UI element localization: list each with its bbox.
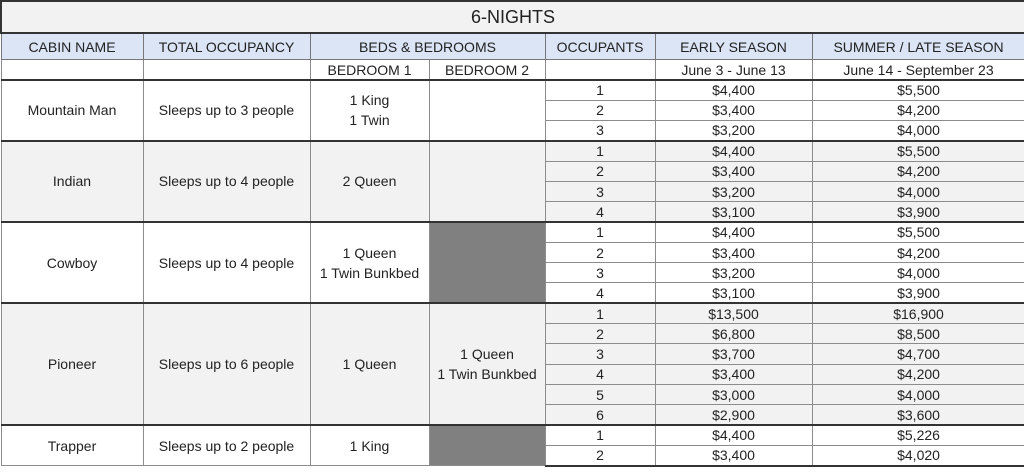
bed-line: 1 Twin Bunkbed [437,366,537,383]
cabin-occupancy: Sleeps up to 6 people [143,303,310,425]
summer-season-rate: $16,900 [812,303,1024,323]
cabin-bedroom2 [429,222,545,303]
subheader-bedroom2: BEDROOM 2 [429,60,545,81]
table-row [1,141,1024,161]
early-season-rate: $3,700 [655,344,812,364]
occupants-count: 2 [545,445,655,465]
summer-season-rate: $4,200 [812,364,1024,384]
bed-line: 1 King [349,437,390,454]
early-season-rate: $3,200 [655,181,812,201]
summer-season-rate: $3,900 [812,283,1024,303]
cabin-bedroom1 [310,303,429,425]
occupants-count: 2 [545,242,655,262]
summer-season-rate: $5,500 [812,141,1024,161]
early-season-rate: $6,800 [655,324,812,344]
occupants-count: 6 [545,405,655,425]
early-season-rate: $3,400 [655,161,812,181]
cabin-bedroom1 [310,80,429,141]
early-season-rate: $3,400 [655,364,812,384]
early-season-rate: $3,200 [655,263,812,283]
early-season-rate: $4,400 [655,222,812,242]
bed-line: 1 Queen [342,244,397,261]
cabin-bedroom1 [310,141,429,222]
header-summer-late-season: SUMMER / LATE SEASON [812,33,1024,60]
summer-season-rate: $4,020 [812,445,1024,465]
occupants-count: 5 [545,384,655,404]
occupants-count: 3 [545,344,655,364]
bed-line: 1 Twin Bunkbed [319,264,420,281]
early-season-rate: $4,400 [655,80,812,100]
occupants-count: 1 [545,141,655,161]
cabin-occupancy: Sleeps up to 3 people [143,80,310,141]
subheader-blank [143,60,310,81]
table-row [1,303,1024,323]
table-row [1,222,1024,242]
summer-season-rate: $5,500 [812,80,1024,100]
occupants-count: 4 [545,364,655,384]
header-occupants: OCCUPANTS [545,33,655,60]
rates-table-body [1,1,1024,466]
header-early-season: EARLY SEASON [655,33,812,60]
cabin-occupancy: Sleeps up to 2 people [143,425,310,466]
summer-season-rate: $4,700 [812,344,1024,364]
early-season-rate: $3,400 [655,100,812,120]
early-season-rate: $3,400 [655,445,812,465]
summer-season-rate: $4,200 [812,161,1024,181]
subheader-blank [1,60,143,81]
header-beds-bedrooms: BEDS & BEDROOMS [310,33,545,60]
early-season-rate: $13,500 [655,303,812,323]
summer-season-rate: $4,000 [812,263,1024,283]
summer-season-rate: $5,226 [812,425,1024,445]
cabin-occupancy: Sleeps up to 4 people [143,141,310,222]
summer-season-rate: $4,000 [812,121,1024,141]
summer-season-rate: $3,900 [812,202,1024,222]
subheader-summer-dates: June 14 - September 23 [812,60,1024,81]
occupants-count: 2 [545,161,655,181]
header-total-occupancy: TOTAL OCCUPANCY [143,33,310,60]
cabin-name: Pioneer [1,303,143,425]
occupants-count: 2 [545,100,655,120]
occupants-count: 1 [545,425,655,445]
bed-line: 1 Twin [349,112,390,129]
cabin-bedroom2 [429,80,545,141]
early-season-rate: $3,200 [655,121,812,141]
occupants-count: 3 [545,181,655,201]
early-season-rate: $3,100 [655,202,812,222]
occupants-count: 1 [545,303,655,323]
occupants-count: 4 [545,202,655,222]
cabin-bedroom2 [429,303,545,425]
occupants-count: 4 [545,283,655,303]
early-season-rate: $4,400 [655,141,812,161]
early-season-rate: $3,400 [655,242,812,262]
header-cabin-name: CABIN NAME [1,33,143,60]
summer-season-rate: $3,600 [812,405,1024,425]
cabin-name: Indian [1,141,143,222]
cabin-bedroom2 [429,425,545,466]
cabin-bedroom1 [310,425,429,466]
occupants-count: 2 [545,324,655,344]
summer-season-rate: $8,500 [812,324,1024,344]
early-season-rate: $3,000 [655,384,812,404]
table-row [1,80,1024,100]
summer-season-rate: $4,000 [812,384,1024,404]
cabin-bedroom2 [429,141,545,222]
bed-line: 1 Queen [460,346,514,363]
summer-season-rate: $4,200 [812,100,1024,120]
bed-line: 2 Queen [342,173,397,190]
occupants-count: 1 [545,80,655,100]
cabin-name: Mountain Man [1,80,143,141]
bed-line: 1 Queen [342,356,397,373]
subheader-blank [545,60,655,81]
cabin-bedroom1 [310,222,429,303]
table-row [1,425,1024,445]
summer-season-rate: $4,200 [812,242,1024,262]
cabin-name: Cowboy [1,222,143,303]
cabin-name: Trapper [1,425,143,466]
cabin-occupancy: Sleeps up to 4 people [143,222,310,303]
occupants-count: 3 [545,263,655,283]
bed-line: 1 King [349,92,390,109]
occupants-count: 3 [545,121,655,141]
early-season-rate: $4,400 [655,425,812,445]
summer-season-rate: $4,000 [812,181,1024,201]
table-title: 6-NIGHTS [1,1,1024,33]
early-season-rate: $2,900 [655,405,812,425]
summer-season-rate: $5,500 [812,222,1024,242]
occupants-count: 1 [545,222,655,242]
subheader-early-dates: June 3 - June 13 [655,60,812,81]
early-season-rate: $3,100 [655,283,812,303]
subheader-bedroom1: BEDROOM 1 [310,60,429,81]
